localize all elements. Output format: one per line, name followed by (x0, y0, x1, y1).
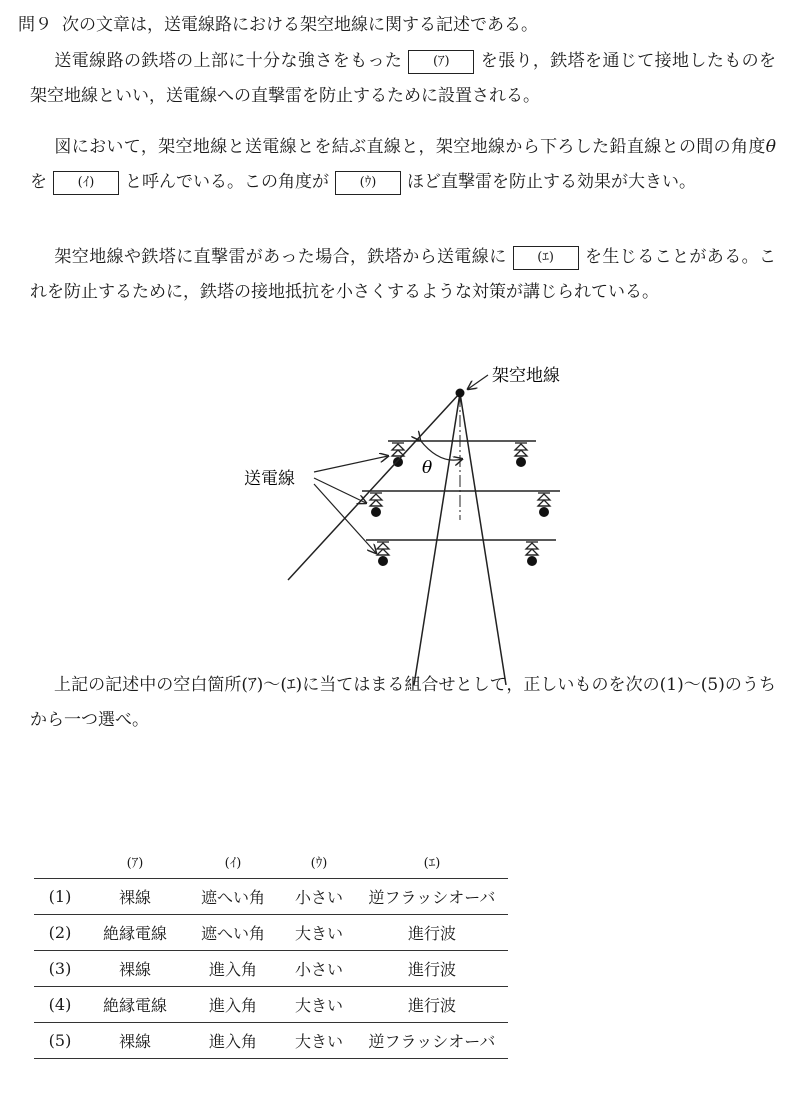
question-number: 問９ (18, 15, 52, 35)
shield-line (288, 393, 460, 580)
header-cell: (ｴ) (423, 855, 441, 871)
paragraph-3-text-a: 架空地線や鉄塔に直撃雷があった場合，鉄塔から送電線に (54, 247, 507, 267)
choice-cell: 進入角 (184, 987, 282, 1023)
choice-cell: 逆フラッシオーバ (356, 879, 508, 915)
choice-row[interactable] (34, 1023, 508, 1059)
insulator-bottom-left (377, 542, 389, 566)
choice-number: (3) (34, 951, 86, 987)
paragraph-3-text-b: を生じることがある。これを防止するために，鉄塔の接地抵抗を小さくするような対策が講じられている。 (30, 247, 776, 302)
blank-u: (ｳ) (335, 171, 401, 195)
choice-cell: 進入角 (184, 1023, 282, 1059)
header-cell: (ｲ) (224, 855, 242, 871)
choice-cell: 大きい (282, 915, 356, 951)
question-title: 次の文章は，送電線路における架空地線に関する記述である。 (62, 15, 538, 35)
theta-symbol: θ (765, 137, 776, 157)
line-label: 送電線 (244, 469, 295, 489)
choice-cell: 遮へい角 (184, 915, 282, 951)
header-cell (34, 844, 86, 879)
choice-row[interactable] (34, 879, 508, 915)
insulator-middle-right (538, 493, 550, 517)
paragraph-1-text-b: を張り，鉄塔を通じて接地したものを架空地線といい，送電線への直撃雷を防止するために設置される。 (30, 51, 777, 106)
theta-label: θ (422, 458, 433, 478)
line-arrow-middle (314, 478, 366, 503)
instruction-text: 上記の記述中の空白箇所(ｱ)～(ｴ)に当てはまる組合せとして，正しいものを次の(1)～(5)のうちから一つ選べ。 (30, 675, 776, 730)
paragraph-2 (30, 130, 776, 200)
choice-cell: 裸線 (86, 1023, 184, 1059)
choice-cell: 小さい (282, 951, 356, 987)
choice-number: (4) (34, 987, 86, 1023)
choice-number: (2) (34, 915, 86, 951)
ground-wire-dot (456, 389, 465, 398)
ground-wire-arrow (468, 375, 488, 389)
line-arrow-top (314, 456, 388, 472)
paragraph-2-text-c: と呼んでいる。この角度が (125, 172, 329, 192)
choices-table (34, 844, 508, 1059)
header-cell: (ｱ) (126, 855, 144, 871)
instruction (30, 668, 776, 738)
choice-cell: 進行波 (356, 987, 508, 1023)
paragraph-3 (30, 240, 776, 310)
blank-e: (ｴ) (513, 246, 579, 270)
choice-cell: 絶縁電線 (86, 915, 184, 951)
choice-cell: 裸線 (86, 879, 184, 915)
choices-header-row (34, 844, 508, 879)
choice-cell: 進入角 (184, 951, 282, 987)
choice-cell: 進行波 (356, 915, 508, 951)
choice-cell: 進行波 (356, 951, 508, 987)
choice-row[interactable] (34, 915, 508, 951)
paragraph-1 (30, 44, 776, 114)
paragraph-2-text-d: ほど直撃雷を防止する効果が大きい。 (407, 172, 696, 192)
choice-cell: 大きい (282, 987, 356, 1023)
choice-cell: 小さい (282, 879, 356, 915)
choice-cell: 逆フラッシオーバ (356, 1023, 508, 1059)
choice-row[interactable] (34, 951, 508, 987)
insulator-middle-left (370, 493, 382, 517)
tower-diagram (0, 355, 797, 685)
header-cell: (ｳ) (310, 855, 328, 871)
insulator-bottom-right (526, 542, 538, 566)
choice-cell: 絶縁電線 (86, 987, 184, 1023)
paragraph-2-text-b: を (30, 172, 47, 192)
choice-number: (5) (34, 1023, 86, 1059)
choice-row[interactable] (34, 987, 508, 1023)
choice-number: (1) (34, 879, 86, 915)
insulator-top-right (515, 443, 527, 467)
blank-i: (ｲ) (53, 171, 119, 195)
paragraph-2-text-a: 図において，架空地線と送電線とを結ぶ直線と，架空地線から下ろした鉛直線との間の角度 (54, 137, 766, 157)
paragraph-1-text-a: 送電線路の鉄塔の上部に十分な強さをもった (54, 51, 403, 71)
choice-cell: 裸線 (86, 951, 184, 987)
ground-wire-label: 架空地線 (492, 366, 560, 386)
blank-a: (ｱ) (408, 50, 474, 74)
choice-cell: 遮へい角 (184, 879, 282, 915)
tower-leg-left (414, 393, 460, 685)
choice-cell: 大きい (282, 1023, 356, 1059)
question-header (18, 14, 538, 36)
tower-leg-right (460, 393, 506, 685)
